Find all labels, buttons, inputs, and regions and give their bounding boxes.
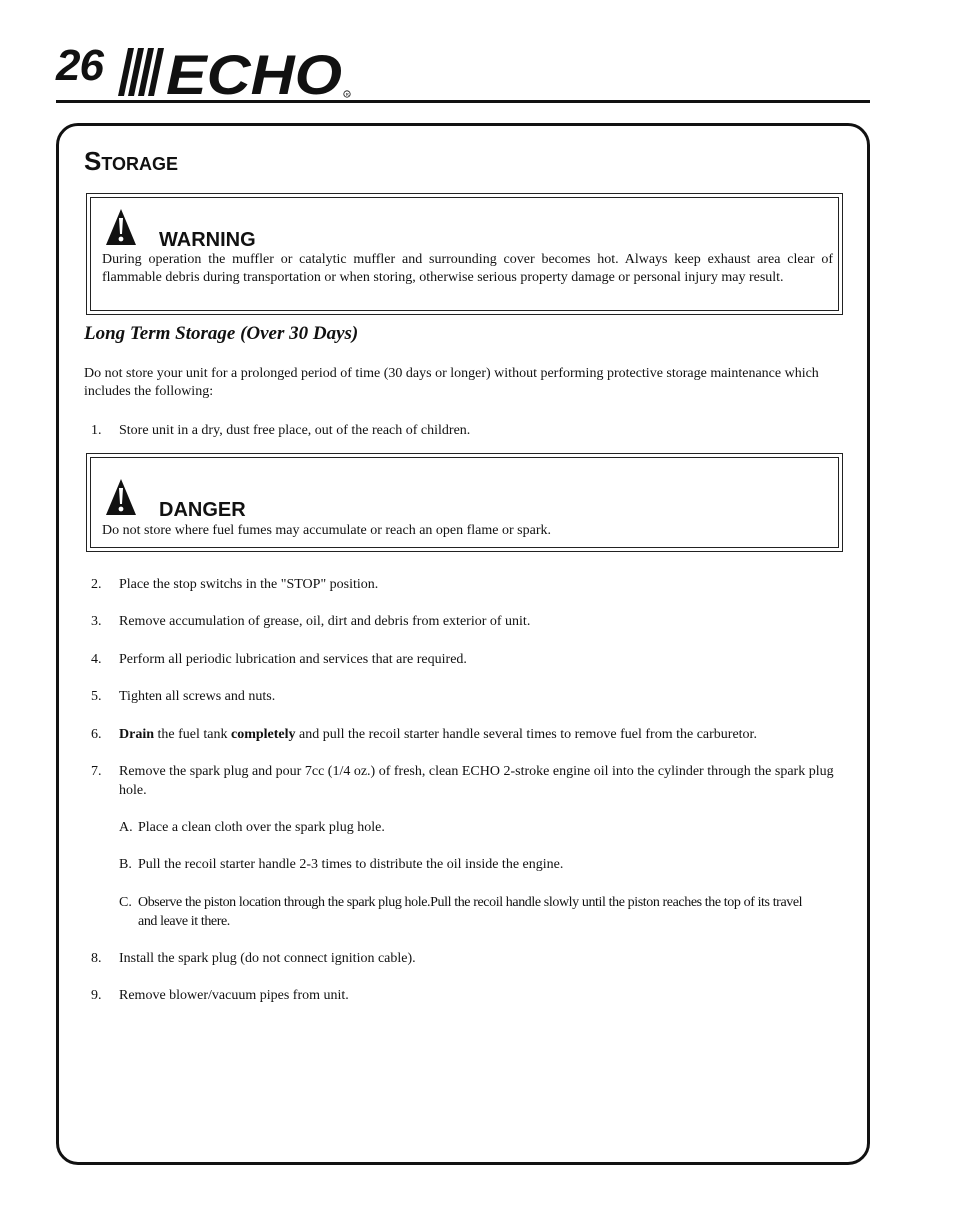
item-text: Drain the fuel tank completely and pull the recoil starter handle several times to remove fuel from the carburetor. <box>119 727 757 742</box>
item-text: Remove accumulation of grease, oil, dirt and debris from exterior of unit. <box>119 614 531 629</box>
danger-triangle-icon <box>105 478 137 516</box>
sub-item-text: Observe the piston location through the spark plug hole.Pull the recoil handle slowly until the piston reaches the top of its travel and leave it there. <box>138 895 803 929</box>
header-rule <box>56 100 870 103</box>
item-number: 4. <box>91 652 102 667</box>
list-item <box>84 949 834 968</box>
echo-logo <box>118 44 354 100</box>
emphasis-drain: Drain <box>119 727 154 742</box>
item-text: Remove the spark plug and pour 7cc (1/4 oz.) of fresh, clean ECHO 2-stroke engine oil into the cylinder through the spark plug hole. <box>119 764 834 798</box>
item-text: Perform all periodic lubrication and services that are required. <box>119 652 467 667</box>
list-item <box>84 650 834 669</box>
logo-wordmark: ECHO <box>166 44 342 100</box>
item-number: 7. <box>91 764 102 779</box>
list-item <box>84 612 834 631</box>
item-number: 3. <box>91 614 102 629</box>
list-item <box>84 575 834 594</box>
sub-item-letter: A. <box>119 820 133 835</box>
item-number: 1. <box>91 423 102 438</box>
sub-item-text: Place a clean cloth over the spark plug hole. <box>138 820 385 835</box>
page-number: 26 <box>56 41 103 90</box>
svg-text:R: R <box>345 92 349 97</box>
danger-box <box>86 453 843 552</box>
sub-item <box>119 893 829 931</box>
list-item <box>84 687 834 706</box>
list-item <box>84 421 834 440</box>
section-title-initial: S <box>84 146 102 176</box>
section-title-rest: TORAGE <box>101 154 179 174</box>
list-item <box>84 725 834 744</box>
emphasis-completely: completely <box>230 727 296 742</box>
danger-text: Do not store where fuel fumes may accumulate or reach an open flame or spark. <box>102 523 551 538</box>
section-title <box>84 146 178 179</box>
sub-item-letter: B. <box>119 857 132 872</box>
item-number: 5. <box>91 689 102 704</box>
list-item <box>84 762 834 800</box>
danger-heading: DANGER <box>159 499 246 521</box>
intro-paragraph: Do not store your unit for a prolonged period of time (30 days or longer) without performing protective storage maintenance which includes the following: <box>84 366 819 399</box>
sub-item-letter: C. <box>119 895 132 910</box>
item-number: 6. <box>91 727 102 742</box>
item-text: Remove blower/vacuum pipes from unit. <box>119 988 349 1003</box>
item-number: 2. <box>91 577 102 592</box>
item-number: 9. <box>91 988 102 1003</box>
warning-triangle-icon <box>105 208 137 246</box>
warning-text: During operation the muffler or catalytic muffler and surrounding cover becomes hot. Always keep exhaust area clear of flammable debris during transportation or when storing, otherwise serious property damage or personal injury may result. <box>102 252 833 285</box>
item-text: Place the stop switchs in the "STOP" position. <box>119 577 379 592</box>
sub-item <box>119 818 829 837</box>
sub-item-text: Pull the recoil starter handle 2-3 times to distribute the oil inside the engine. <box>138 857 564 872</box>
list-item <box>84 986 834 1005</box>
item-text: Tighten all screws and nuts. <box>119 689 276 704</box>
warning-heading: WARNING <box>159 229 256 251</box>
warning-box <box>86 193 843 315</box>
sub-item <box>119 855 829 874</box>
long-term-storage-heading: Long Term Storage (Over 30 Days) <box>84 323 359 344</box>
item-number: 8. <box>91 951 102 966</box>
item-text: Install the spark plug (do not connect ignition cable). <box>119 951 416 966</box>
item-text: Store unit in a dry, dust free place, out of the reach of children. <box>119 423 471 438</box>
